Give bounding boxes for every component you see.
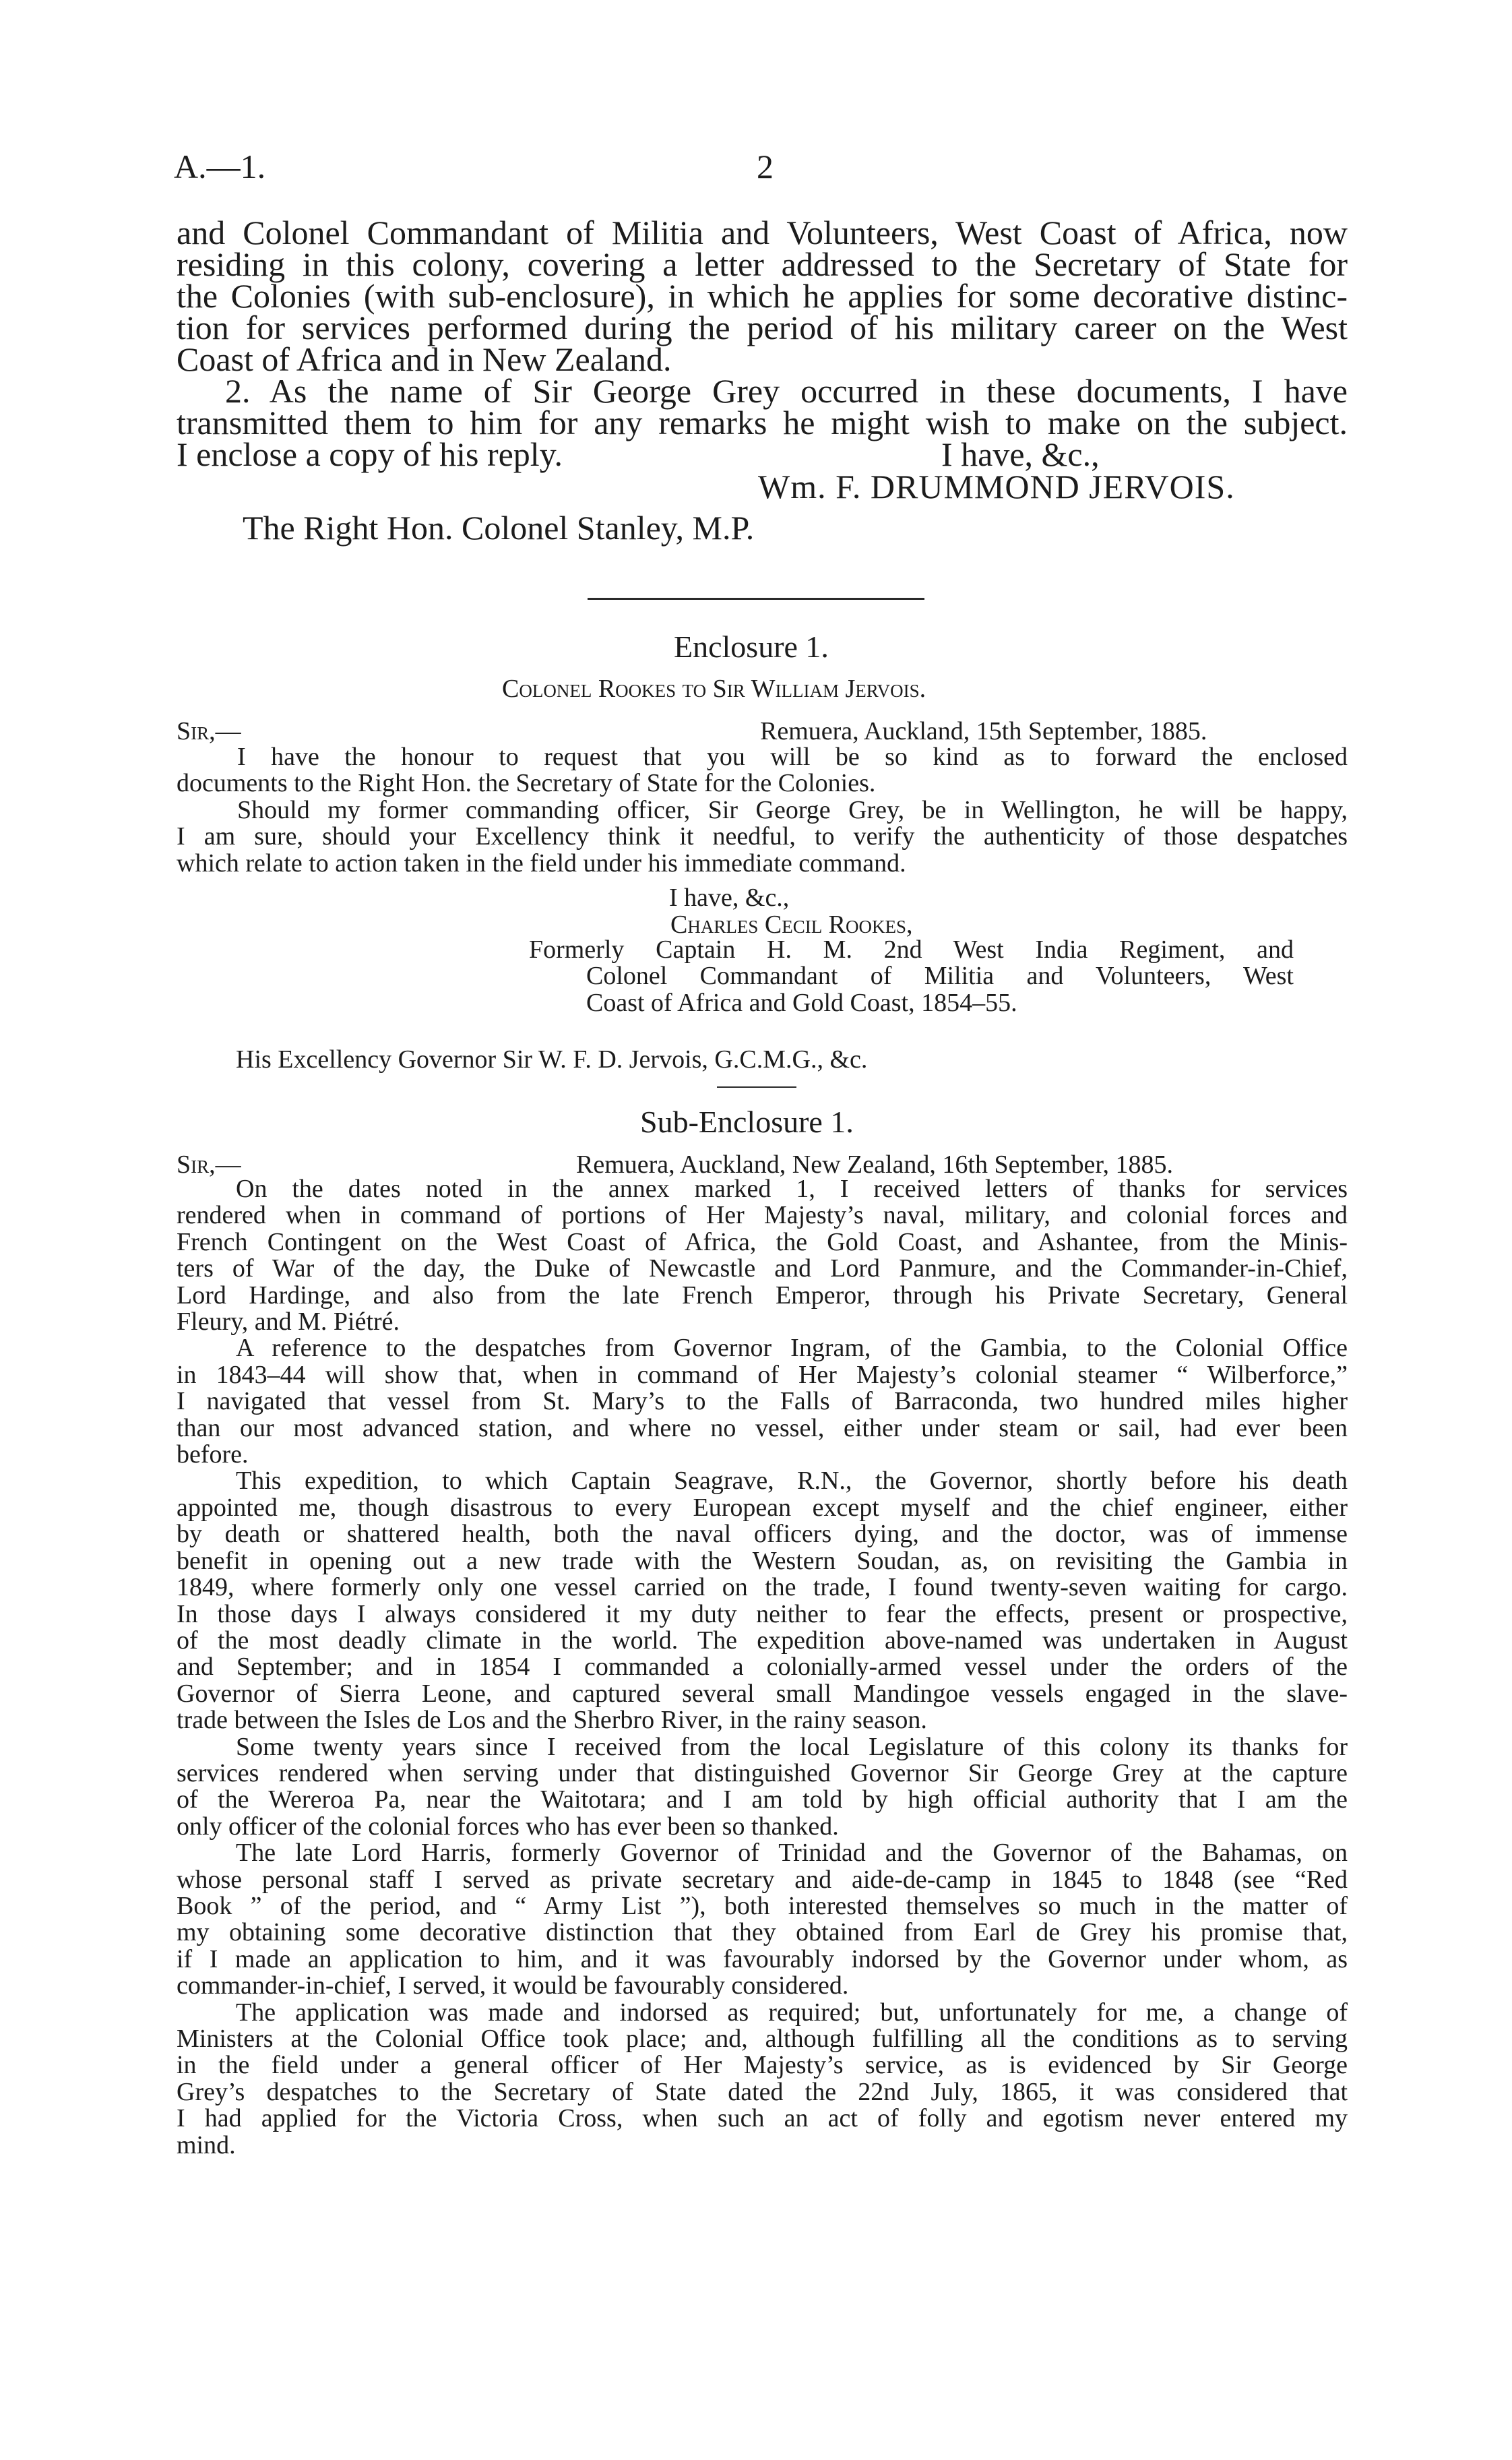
letter-line: Coast of Africa and in New Zealand. [177,340,672,378]
body-line: by death or shattered health, both the naval officers dying, and the doctor, was of immense [177,1520,1348,1549]
sub-enclosure-place-date: Remuera, Auckland, New Zealand, 16th September, 1885. [576,1150,1173,1179]
body-line: than our most advanced station, and where no vessel, either under steam or sail, had ever been [177,1413,1348,1442]
body-line: of the most deadly climate in the world. The expedition above-named was undertaken in August [177,1626,1348,1655]
section-rule [588,598,924,600]
body-line: Lord Hardinge, and also from the late French Emperor, through his Private Secretary, General [177,1281,1348,1310]
body-line: The application was made and indorsed as required; but, unfortunately for me, a change of [236,1998,1348,2027]
body-line: my obtaining some decorative distinction that they obtained from Earl de Grey his promise that, [177,1918,1348,1947]
document-reference: A.—1. [174,148,266,185]
body-line: ters of War of the day, the Duke of Newcastle and Lord Panmure, and the Commander-in-Chief, [177,1254,1348,1283]
enclosure-heading: Enclosure 1. [674,629,829,664]
body-line: in the field under a general officer of Her Majesty’s service, as is evidenced by Sir George [177,2051,1348,2080]
body-line: In those days I always considered it my duty neither to fear the effects, present or prospective, [177,1599,1348,1628]
title-line: Coast of Africa and Gold Coast, 1854–55. [586,988,1017,1017]
enclosure-closing: I have, &c., [669,884,790,912]
body-line: The late Lord Harris, formerly Governor of Trinidad and the Governor of the Bahamas, on [236,1839,1348,1868]
letter-closing: I have, &c., [941,435,1100,473]
short-rule [717,1086,796,1088]
body-line: Ministers at the Colonial Office took place; and, although fulfilling all the conditions as to serving [177,2025,1348,2053]
enclosure-salutation: Sir,— [177,717,241,745]
body-line: French Contingent on the West Coast of Africa, the Gold Coast, and Ashantee, from the Minis- [177,1227,1348,1256]
sub-enclosure-salutation: Sir,— [177,1150,241,1179]
body-line: whose personal staff I served as private secretary and aide-de-camp in 1845 to 1848 (see “Red [177,1865,1348,1894]
enclosure-line: I am sure, should your Excellency think it needful, to verify the authenticity of those despatches [177,822,1348,851]
body-line: in 1843–44 will show that, when in command of Her Majesty’s colonial steamer “ Wilberforce,” [177,1360,1348,1389]
letter-last-line: I enclose a copy of his reply. [177,435,563,473]
letter-line: 2. As the name of Sir George Grey occurred in these documents, I have [225,372,1348,410]
sub-enclosure-heading: Sub-Enclosure 1. [640,1105,854,1139]
letter-line: residing in this colony, covering a letter addressed to the Secretary of State for [177,245,1348,283]
body-line: I had applied for the Victoria Cross, when such an act of folly and egotism never entered my [177,2104,1348,2133]
enclosure-place-date: Remuera, Auckland, 15th September, 1885. [760,717,1207,745]
body-line: trade between the Isles de Los and the Sherbro River, in the rainy season. [177,1706,927,1735]
letter-line: tion for services performed during the period of his military career on the West [177,309,1348,346]
body-line: only officer of the colonial forces who has ever been so thanked. [177,1812,839,1841]
body-line: before. [177,1440,249,1469]
body-line: 1849, where formerly only one vessel carried on the trade, I found twenty-seven waiting for cargo. [177,1573,1348,1602]
body-line: benefit in opening out a new trade with the Western Soudan, as, on revisiting the Gambia in [177,1546,1348,1575]
body-line: Grey’s despatches to the Secretary of State dated the 22nd July, 1865, it was considered that [177,2077,1348,2106]
body-line: Governor of Sierra Leone, and captured several small Mandingoe vessels engaged in the slave- [177,1679,1348,1708]
enclosure-addressee: His Excellency Governor Sir W. F. D. Jervois, G.C.M.G., &c. [236,1045,868,1074]
body-line: I navigated that vessel from St. Mary’s to the Falls of Barraconda, two hundred miles higher [177,1387,1348,1416]
letter-addressee: The Right Hon. Colonel Stanley, M.P. [243,509,755,547]
body-line: if I made an application to him, and it was favourably indorsed by the Governor under whom, as [177,1944,1348,1973]
letter-body [177,214,1348,441]
title-line: Formerly Captain H. M. 2nd West India Regiment, and [529,935,1294,964]
enclosure-line: Should my former commanding officer, Sir George Grey, be in Wellington, he will be happy, [237,795,1348,824]
enclosure-title-block [529,937,1294,1016]
enclosure-line: I have the honour to request that you will be so kind as to forward the enclosed [237,743,1348,771]
body-line: Fleury, and M. Piétré. [177,1308,400,1336]
enclosure-line: which relate to action taken in the field under his immediate command. [177,849,906,878]
enclosure-line: documents to the Right Hon. the Secretary of State for the Colonies. [177,769,876,798]
sub-enclosure-body [177,1176,1348,2159]
body-line: of the Wereroa Pa, near the Waitotara; and I am told by high official authority that I am the [177,1785,1348,1814]
enclosure-subheading: Colonel Rookes to Sir William Jervois. [502,675,926,703]
enclosure-body [177,744,1348,877]
letter-line: transmitted them to him for any remarks he might wish to make on the subject. [177,404,1348,441]
body-line: A reference to the despatches from Governor Ingram, of the Gambia, to the Colonial Office [236,1334,1348,1363]
page-number: 2 [757,148,774,185]
body-line: services rendered when serving under that distinguished Governor Sir George Grey at the capture [177,1758,1348,1787]
body-line: appointed me, though disastrous to every European except myself and the chief engineer, either [177,1493,1348,1522]
letter-signature: Wm. F. DRUMMOND JERVOIS. [758,468,1235,505]
body-line: rendered when in command of portions of Her Majesty’s naval, military, and colonial forces and [177,1201,1348,1230]
body-line: Book ” of the period, and “ Army List ”), both interested themselves so much in the matter of [177,1891,1348,1920]
body-line: and September; and in 1854 I commanded a colonially-armed vessel under the orders of the [177,1653,1348,1682]
body-line: Some twenty years since I received from the local Legislature of this colony its thanks for [236,1732,1348,1761]
body-line: commander-in-chief, I served, it would be favourably considered. [177,1971,849,2000]
letter-line: the Colonies (with sub-enclosure), in which he applies for some decorative distinc- [177,277,1348,315]
body-line: On the dates noted in the annex marked 1, I received letters of thanks for services [236,1175,1348,1203]
title-line: Colonel Commandant of Militia and Volunteers, West [586,962,1294,991]
body-line: mind. [177,2130,236,2159]
letter-line: and Colonel Commandant of Militia and Volunteers, West Coast of Africa, now [177,214,1348,251]
enclosure-signature: Charles Cecil Rookes, [670,911,913,939]
body-line: This expedition, to which Captain Seagrave, R.N., the Governor, shortly before his death [236,1467,1348,1496]
